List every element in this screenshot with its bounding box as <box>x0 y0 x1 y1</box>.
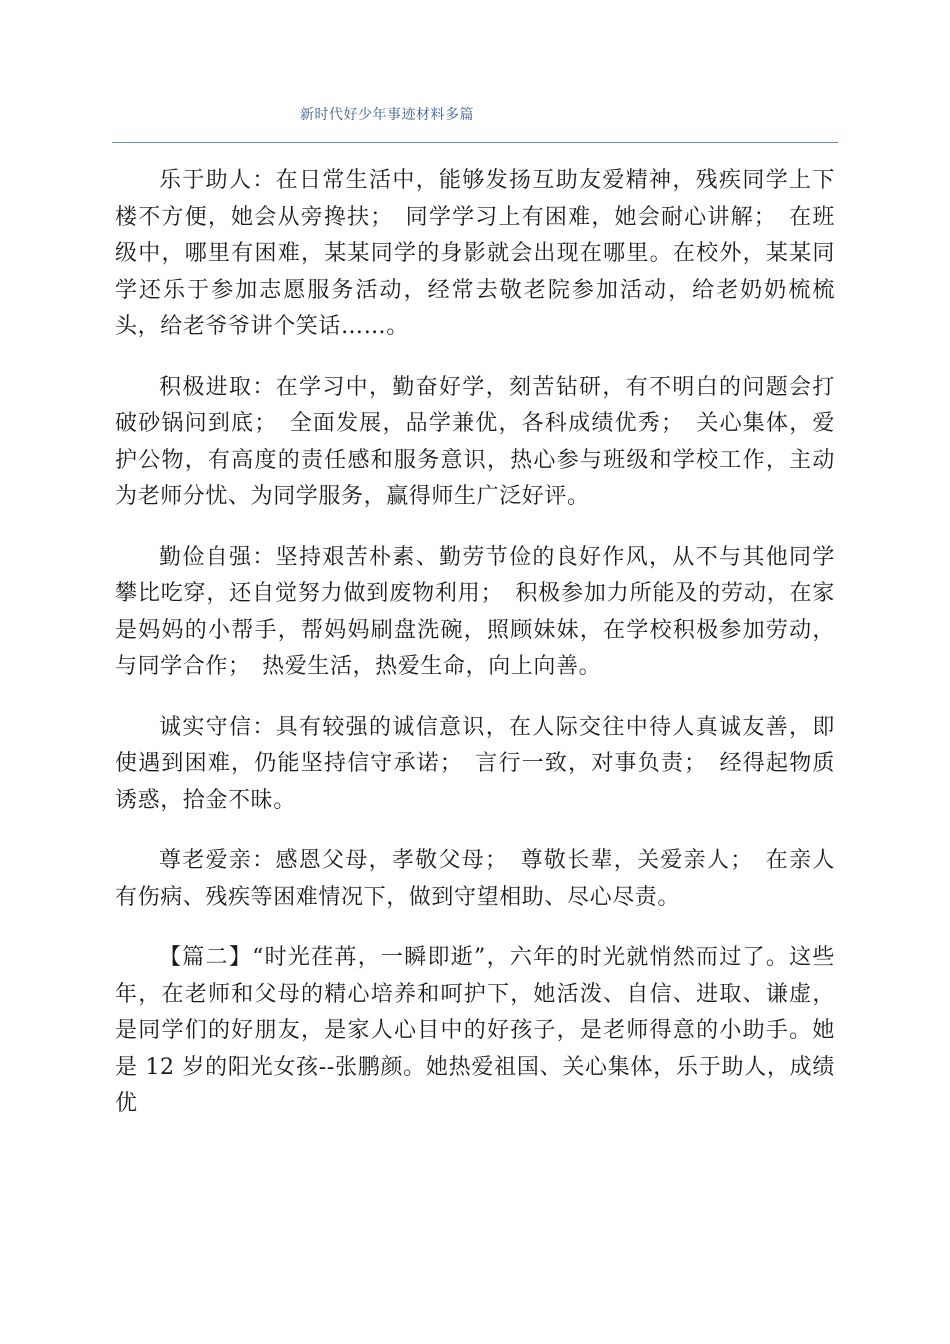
paragraph-frugal-self-reliance: 勤俭自强：坚持艰苦朴素、勤劳节俭的良好作风，从不与其他同学攀比吃穿，还自觉努力做到废物利用； 积极参加力所能及的劳动，在家是妈妈的小帮手，帮妈妈刷盘洗碗，照顾妹妹，在学校积极参加劳动，与同学合作； 热爱生活，热爱生命，向上向善。 <box>115 544 835 679</box>
paragraph-striving-progress: 积极进取：在学习中，勤奋好学，刻苦钻研，有不明白的问题会打破砂锅问到底； 全面发展，品学兼优，各科成绩优秀； 关心集体，爱护公物，有高度的责任感和服务意识，热心参与班级和学校工作，主动为老师分忧、为同学服务，赢得师生广泛好评。 <box>115 374 835 509</box>
paragraph-part-two: 【篇二】“时光荏苒，一瞬即逝”，六年的时光就悄然而过了。这些年，在老师和父母的精心培养和呵护下，她活泼、自信、进取、谦虚，是同学们的好朋友，是家人心目中的好孩子，是老师得意的小助手。她是 12 岁的阳光女孩--张鹏颜。她热爱祖国、关心集体，乐于助人，成绩优 <box>115 945 835 1116</box>
document-body <box>115 163 835 1123</box>
paragraph-respect-elders: 尊老爱亲：感恩父母，孝敬父母； 尊敬长辈，关爱亲人； 在亲人有伤病、残疾等困难情况下，做到守望相助、尽心尽责。 <box>115 848 835 910</box>
paragraph-honesty: 诚实守信：具有较强的诚信意识，在人际交往中待人真诚友善，即使遇到困难，仍能坚持信守承诺； 言行一致，对事负责； 经得起物质诱惑，拾金不昧。 <box>115 714 835 813</box>
running-header: 新时代好少年事迹材料多篇 <box>300 107 474 123</box>
paragraph-helping-others: 乐于助人：在日常生活中，能够发扬互助友爱精神，残疾同学上下楼不方便，她会从旁搀扶； 同学学习上有困难，她会耐心讲解； 在班级中，哪里有困难，某某同学的身影就会出现在哪里。在校外，某某同学还乐于参加志愿服务活动，经常去敬老院参加活动，给老奶奶梳梳头，给老爷爷讲个笑话……。 <box>115 168 835 339</box>
header-divider <box>112 142 838 143</box>
